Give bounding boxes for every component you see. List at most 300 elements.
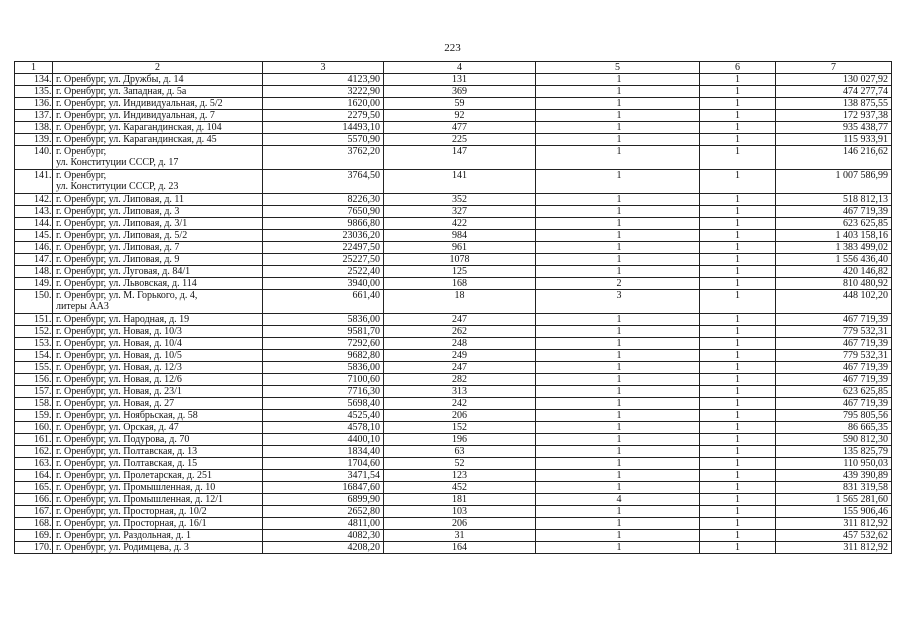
table-row [15, 242, 892, 254]
area-cell: 7292,60 [263, 338, 384, 350]
column-6-cell: 1 [700, 86, 776, 98]
table-row [15, 530, 892, 542]
column-6-cell: 1 [700, 242, 776, 254]
count-cell: 196 [384, 434, 536, 446]
table-row [15, 98, 892, 110]
amount-cell: 1 383 499,02 [776, 242, 892, 254]
table-row [15, 254, 892, 266]
row-number: 158. [15, 398, 53, 410]
address-line: г. Оренбург, ул. Липовая, д. 9 [56, 254, 180, 265]
column-5-cell: 1 [536, 230, 700, 242]
amount-cell: 467 719,39 [776, 398, 892, 410]
row-number: 144. [15, 218, 53, 230]
table-row [15, 350, 892, 362]
area-cell: 5698,40 [263, 398, 384, 410]
count-cell: 984 [384, 230, 536, 242]
count-cell: 452 [384, 482, 536, 494]
row-number: 154. [15, 350, 53, 362]
column-5-cell: 1 [536, 398, 700, 410]
column-6-cell: 1 [700, 458, 776, 470]
amount-cell: 474 277,74 [776, 86, 892, 98]
count-cell: 477 [384, 122, 536, 134]
table-row [15, 290, 892, 314]
row-number: 160. [15, 422, 53, 434]
column-6-cell: 1 [700, 470, 776, 482]
column-6-cell: 1 [700, 314, 776, 326]
column-5-cell: 1 [536, 470, 700, 482]
area-cell: 9581,70 [263, 326, 384, 338]
amount-cell: 172 937,38 [776, 110, 892, 122]
column-5-cell: 1 [536, 86, 700, 98]
area-cell: 1620,00 [263, 98, 384, 110]
amount-cell: 1 007 586,99 [776, 170, 892, 194]
column-5-cell: 1 [536, 458, 700, 470]
row-number: 168. [15, 518, 53, 530]
count-cell: 242 [384, 398, 536, 410]
address-line: г. Оренбург, ул. Ноябрьская, д. 58 [56, 410, 198, 421]
address-cell [53, 206, 263, 218]
area-cell: 4208,20 [263, 542, 384, 554]
amount-cell: 1 556 436,40 [776, 254, 892, 266]
column-6-cell: 1 [700, 170, 776, 194]
area-cell: 4578,10 [263, 422, 384, 434]
amount-cell: 1 565 281,60 [776, 494, 892, 506]
count-cell: 282 [384, 374, 536, 386]
table-row [15, 482, 892, 494]
column-header: 1 [15, 62, 53, 74]
address-cell [53, 146, 263, 170]
address-cell [53, 134, 263, 146]
column-6-cell: 1 [700, 254, 776, 266]
row-number: 143. [15, 206, 53, 218]
area-cell: 22497,50 [263, 242, 384, 254]
column-6-cell: 1 [700, 374, 776, 386]
address-line: г. Оренбург, ул. Луговая, д. 84/1 [56, 266, 191, 277]
address-line: г. Оренбург, ул. Родимцева, д. 3 [56, 542, 189, 553]
column-6-cell: 1 [700, 446, 776, 458]
row-number: 142. [15, 194, 53, 206]
amount-cell: 590 812,30 [776, 434, 892, 446]
table-row [15, 194, 892, 206]
area-cell: 14493,10 [263, 122, 384, 134]
row-number: 157. [15, 386, 53, 398]
address-line: г. Оренбург, ул. Западная, д. 5а [56, 86, 187, 97]
area-cell: 7716,30 [263, 386, 384, 398]
amount-cell: 146 216,62 [776, 146, 892, 170]
table-row [15, 542, 892, 554]
amount-cell: 467 719,39 [776, 362, 892, 374]
address-line: ул. Конституции СССР, д. 17 [56, 157, 179, 168]
table-row [15, 122, 892, 134]
amount-cell: 518 812,13 [776, 194, 892, 206]
column-5-cell: 1 [536, 206, 700, 218]
column-5-cell: 1 [536, 506, 700, 518]
address-cell [53, 74, 263, 86]
column-5-cell: 1 [536, 350, 700, 362]
row-number: 137. [15, 110, 53, 122]
row-number: 139. [15, 134, 53, 146]
amount-cell: 831 319,58 [776, 482, 892, 494]
count-cell: 1078 [384, 254, 536, 266]
table-row [15, 74, 892, 86]
table-row [15, 458, 892, 470]
table-row [15, 434, 892, 446]
column-5-cell: 1 [536, 122, 700, 134]
address-line: г. Оренбург, [56, 146, 107, 157]
table-row [15, 446, 892, 458]
address-line: г. Оренбург, ул. Просторная, д. 10/2 [56, 506, 207, 517]
column-6-cell: 1 [700, 422, 776, 434]
column-6-cell: 1 [700, 278, 776, 290]
column-5-cell: 1 [536, 110, 700, 122]
column-5-cell: 1 [536, 74, 700, 86]
column-5-cell: 3 [536, 290, 700, 314]
table-row [15, 410, 892, 422]
address-cell [53, 422, 263, 434]
column-5-cell: 1 [536, 374, 700, 386]
table-row [15, 314, 892, 326]
column-5-cell: 1 [536, 518, 700, 530]
count-cell: 92 [384, 110, 536, 122]
amount-cell: 795 805,56 [776, 410, 892, 422]
column-6-cell: 1 [700, 290, 776, 314]
address-line: г. Оренбург, ул. Новая, д. 12/6 [56, 374, 182, 385]
column-5-cell: 1 [536, 218, 700, 230]
column-5-cell: 1 [536, 98, 700, 110]
area-cell: 23036,20 [263, 230, 384, 242]
address-cell [53, 410, 263, 422]
address-line: г. Оренбург, ул. Новая, д. 10/4 [56, 338, 182, 349]
address-cell [53, 350, 263, 362]
column-6-cell: 1 [700, 218, 776, 230]
address-line: г. Оренбург, ул. Липовая, д. 5/2 [56, 230, 188, 241]
area-cell: 9866,80 [263, 218, 384, 230]
row-number: 163. [15, 458, 53, 470]
count-cell: 422 [384, 218, 536, 230]
column-6-cell: 1 [700, 530, 776, 542]
address-cell [53, 374, 263, 386]
count-cell: 31 [384, 530, 536, 542]
amount-cell: 779 532,31 [776, 326, 892, 338]
table-row [15, 218, 892, 230]
table-row [15, 422, 892, 434]
table-row [15, 398, 892, 410]
count-cell: 123 [384, 470, 536, 482]
table-row [15, 86, 892, 98]
row-number: 146. [15, 242, 53, 254]
address-cell [53, 482, 263, 494]
row-number: 169. [15, 530, 53, 542]
address-cell [53, 446, 263, 458]
address-cell [53, 230, 263, 242]
amount-cell: 810 480,92 [776, 278, 892, 290]
count-cell: 249 [384, 350, 536, 362]
address-cell [53, 122, 263, 134]
row-number: 148. [15, 266, 53, 278]
address-line: г. Оренбург, ул. Народная, д. 19 [56, 314, 190, 325]
column-6-cell: 1 [700, 146, 776, 170]
address-cell [53, 530, 263, 542]
row-number: 155. [15, 362, 53, 374]
row-number: 170. [15, 542, 53, 554]
address-line: г. Оренбург, ул. Новая, д. 27 [56, 398, 175, 409]
count-cell: 206 [384, 518, 536, 530]
address-line: г. Оренбург, ул. Новая, д. 10/3 [56, 326, 182, 337]
area-cell: 4400,10 [263, 434, 384, 446]
area-cell: 1704,60 [263, 458, 384, 470]
column-6-cell: 1 [700, 434, 776, 446]
row-number: 153. [15, 338, 53, 350]
amount-cell: 115 933,91 [776, 134, 892, 146]
count-cell: 369 [384, 86, 536, 98]
column-5-cell: 1 [536, 170, 700, 194]
column-5-cell: 1 [536, 386, 700, 398]
address-cell [53, 506, 263, 518]
address-line: литеры АА3 [56, 301, 109, 312]
column-6-cell: 1 [700, 134, 776, 146]
table-row [15, 230, 892, 242]
address-line: г. Оренбург, ул. Дружбы, д. 14 [56, 74, 184, 85]
table-row [15, 338, 892, 350]
page-number: 223 [444, 42, 461, 54]
address-cell [53, 338, 263, 350]
column-5-cell: 1 [536, 434, 700, 446]
column-6-cell: 1 [700, 122, 776, 134]
count-cell: 18 [384, 290, 536, 314]
count-cell: 103 [384, 506, 536, 518]
column-5-cell: 1 [536, 362, 700, 374]
row-number: 151. [15, 314, 53, 326]
area-cell: 3764,50 [263, 170, 384, 194]
address-line: г. Оренбург, ул. Подурова, д. 70 [56, 434, 190, 445]
row-number: 167. [15, 506, 53, 518]
row-number: 147. [15, 254, 53, 266]
count-cell: 181 [384, 494, 536, 506]
address-line: г. Оренбург, ул. Липовая, д. 11 [56, 194, 185, 205]
column-5-cell: 1 [536, 410, 700, 422]
address-cell [53, 434, 263, 446]
address-cell [53, 386, 263, 398]
address-line: г. Оренбург, ул. Пролетарская, д. 251 [56, 470, 212, 481]
address-line: г. Оренбург, ул. Новая, д. 12/3 [56, 362, 182, 373]
count-cell: 125 [384, 266, 536, 278]
address-line: г. Оренбург, ул. Промышленная, д. 12/1 [56, 494, 224, 505]
area-cell: 4811,00 [263, 518, 384, 530]
amount-cell: 457 532,62 [776, 530, 892, 542]
area-cell: 3222,90 [263, 86, 384, 98]
table-row [15, 146, 892, 170]
address-line: г. Оренбург, ул. Полтавская, д. 15 [56, 458, 198, 469]
address-line: г. Оренбург, ул. Львовская, д. 114 [56, 278, 197, 289]
row-number: 150. [15, 290, 53, 314]
amount-cell: 467 719,39 [776, 206, 892, 218]
count-cell: 313 [384, 386, 536, 398]
table-row [15, 266, 892, 278]
address-cell [53, 170, 263, 194]
count-cell: 352 [384, 194, 536, 206]
address-line: г. Оренбург, ул. Орская, д. 47 [56, 422, 179, 433]
amount-cell: 439 390,89 [776, 470, 892, 482]
column-5-cell: 1 [536, 194, 700, 206]
count-cell: 152 [384, 422, 536, 434]
count-cell: 168 [384, 278, 536, 290]
table-row [15, 110, 892, 122]
table-row [15, 326, 892, 338]
address-cell [53, 278, 263, 290]
address-line: г. Оренбург, ул. Просторная, д. 16/1 [56, 518, 207, 529]
amount-cell: 138 875,55 [776, 98, 892, 110]
column-6-cell: 1 [700, 110, 776, 122]
area-cell: 25227,50 [263, 254, 384, 266]
table-row [15, 518, 892, 530]
row-number: 156. [15, 374, 53, 386]
column-6-cell: 1 [700, 230, 776, 242]
count-cell: 247 [384, 362, 536, 374]
row-number: 161. [15, 434, 53, 446]
amount-cell: 623 625,85 [776, 218, 892, 230]
address-cell [53, 494, 263, 506]
address-line: г. Оренбург, ул. Полтавская, д. 13 [56, 446, 198, 457]
address-line: г. Оренбург, ул. Липовая, д. 3/1 [56, 218, 188, 229]
count-cell: 52 [384, 458, 536, 470]
column-5-cell: 1 [536, 542, 700, 554]
amount-cell: 448 102,20 [776, 290, 892, 314]
area-cell: 5836,00 [263, 314, 384, 326]
area-cell: 1834,40 [263, 446, 384, 458]
column-6-cell: 1 [700, 74, 776, 86]
column-6-cell: 1 [700, 410, 776, 422]
area-cell: 4082,30 [263, 530, 384, 542]
row-number: 135. [15, 86, 53, 98]
address-line: г. Оренбург, ул. Новая, д. 23/1 [56, 386, 182, 397]
table-row [15, 470, 892, 482]
table-row [15, 506, 892, 518]
column-6-cell: 1 [700, 386, 776, 398]
column-5-cell: 1 [536, 314, 700, 326]
address-cell [53, 314, 263, 326]
table-row [15, 386, 892, 398]
address-line: г. Оренбург, [56, 170, 107, 181]
table-row [15, 134, 892, 146]
row-number: 166. [15, 494, 53, 506]
address-cell [53, 458, 263, 470]
address-line: г. Оренбург, ул. Липовая, д. 7 [56, 242, 180, 253]
table-row [15, 206, 892, 218]
area-cell: 4123,90 [263, 74, 384, 86]
table-row [15, 362, 892, 374]
area-cell: 2522,40 [263, 266, 384, 278]
amount-cell: 467 719,39 [776, 314, 892, 326]
column-6-cell: 1 [700, 542, 776, 554]
address-cell [53, 470, 263, 482]
column-5-cell: 1 [536, 482, 700, 494]
housing-table [14, 61, 892, 554]
area-cell: 5836,00 [263, 362, 384, 374]
row-number: 159. [15, 410, 53, 422]
address-cell [53, 266, 263, 278]
count-cell: 164 [384, 542, 536, 554]
column-6-cell: 1 [700, 518, 776, 530]
amount-cell: 311 812,92 [776, 518, 892, 530]
table-row [15, 170, 892, 194]
column-6-cell: 1 [700, 98, 776, 110]
address-line: г. Оренбург, ул. Промышленная, д. 10 [56, 482, 216, 493]
address-cell [53, 218, 263, 230]
area-cell: 5570,90 [263, 134, 384, 146]
count-cell: 247 [384, 314, 536, 326]
count-cell: 248 [384, 338, 536, 350]
column-6-cell: 1 [700, 206, 776, 218]
column-5-cell: 1 [536, 146, 700, 170]
row-number: 152. [15, 326, 53, 338]
row-number: 145. [15, 230, 53, 242]
area-cell: 3471,54 [263, 470, 384, 482]
address-cell [53, 398, 263, 410]
address-cell [53, 326, 263, 338]
column-6-cell: 1 [700, 326, 776, 338]
count-cell: 327 [384, 206, 536, 218]
count-cell: 225 [384, 134, 536, 146]
column-6-cell: 1 [700, 350, 776, 362]
count-cell: 131 [384, 74, 536, 86]
address-line: г. Оренбург, ул. Новая, д. 10/5 [56, 350, 182, 361]
column-6-cell: 1 [700, 494, 776, 506]
count-cell: 961 [384, 242, 536, 254]
amount-cell: 1 403 158,16 [776, 230, 892, 242]
area-cell: 7650,90 [263, 206, 384, 218]
row-number: 162. [15, 446, 53, 458]
column-5-cell: 1 [536, 446, 700, 458]
address-cell [53, 254, 263, 266]
column-header: 5 [536, 62, 700, 74]
count-cell: 262 [384, 326, 536, 338]
count-cell: 63 [384, 446, 536, 458]
address-cell [53, 86, 263, 98]
address-cell [53, 110, 263, 122]
amount-cell: 155 906,46 [776, 506, 892, 518]
column-6-cell: 1 [700, 338, 776, 350]
amount-cell: 467 719,39 [776, 338, 892, 350]
address-cell [53, 98, 263, 110]
row-number: 136. [15, 98, 53, 110]
column-6-cell: 1 [700, 506, 776, 518]
row-number: 140. [15, 146, 53, 170]
area-cell: 9682,80 [263, 350, 384, 362]
address-line: г. Оренбург, ул. Раздольная, д. 1 [56, 530, 191, 541]
address-line: г. Оренбург, ул. Индивидуальная, д. 5/2 [56, 98, 223, 109]
column-5-cell: 1 [536, 266, 700, 278]
table-row [15, 494, 892, 506]
area-cell: 6899,90 [263, 494, 384, 506]
address-cell [53, 194, 263, 206]
column-header: 4 [384, 62, 536, 74]
column-6-cell: 1 [700, 398, 776, 410]
count-cell: 206 [384, 410, 536, 422]
row-number: 164. [15, 470, 53, 482]
column-5-cell: 1 [536, 134, 700, 146]
area-cell: 3940,00 [263, 278, 384, 290]
column-header: 3 [263, 62, 384, 74]
column-header: 7 [776, 62, 892, 74]
column-5-cell: 1 [536, 242, 700, 254]
amount-cell: 110 950,03 [776, 458, 892, 470]
amount-cell: 420 146,82 [776, 266, 892, 278]
amount-cell: 779 532,31 [776, 350, 892, 362]
amount-cell: 135 825,79 [776, 446, 892, 458]
column-header: 6 [700, 62, 776, 74]
column-6-cell: 1 [700, 362, 776, 374]
address-line: ул. Конституции СССР, д. 23 [56, 181, 179, 192]
